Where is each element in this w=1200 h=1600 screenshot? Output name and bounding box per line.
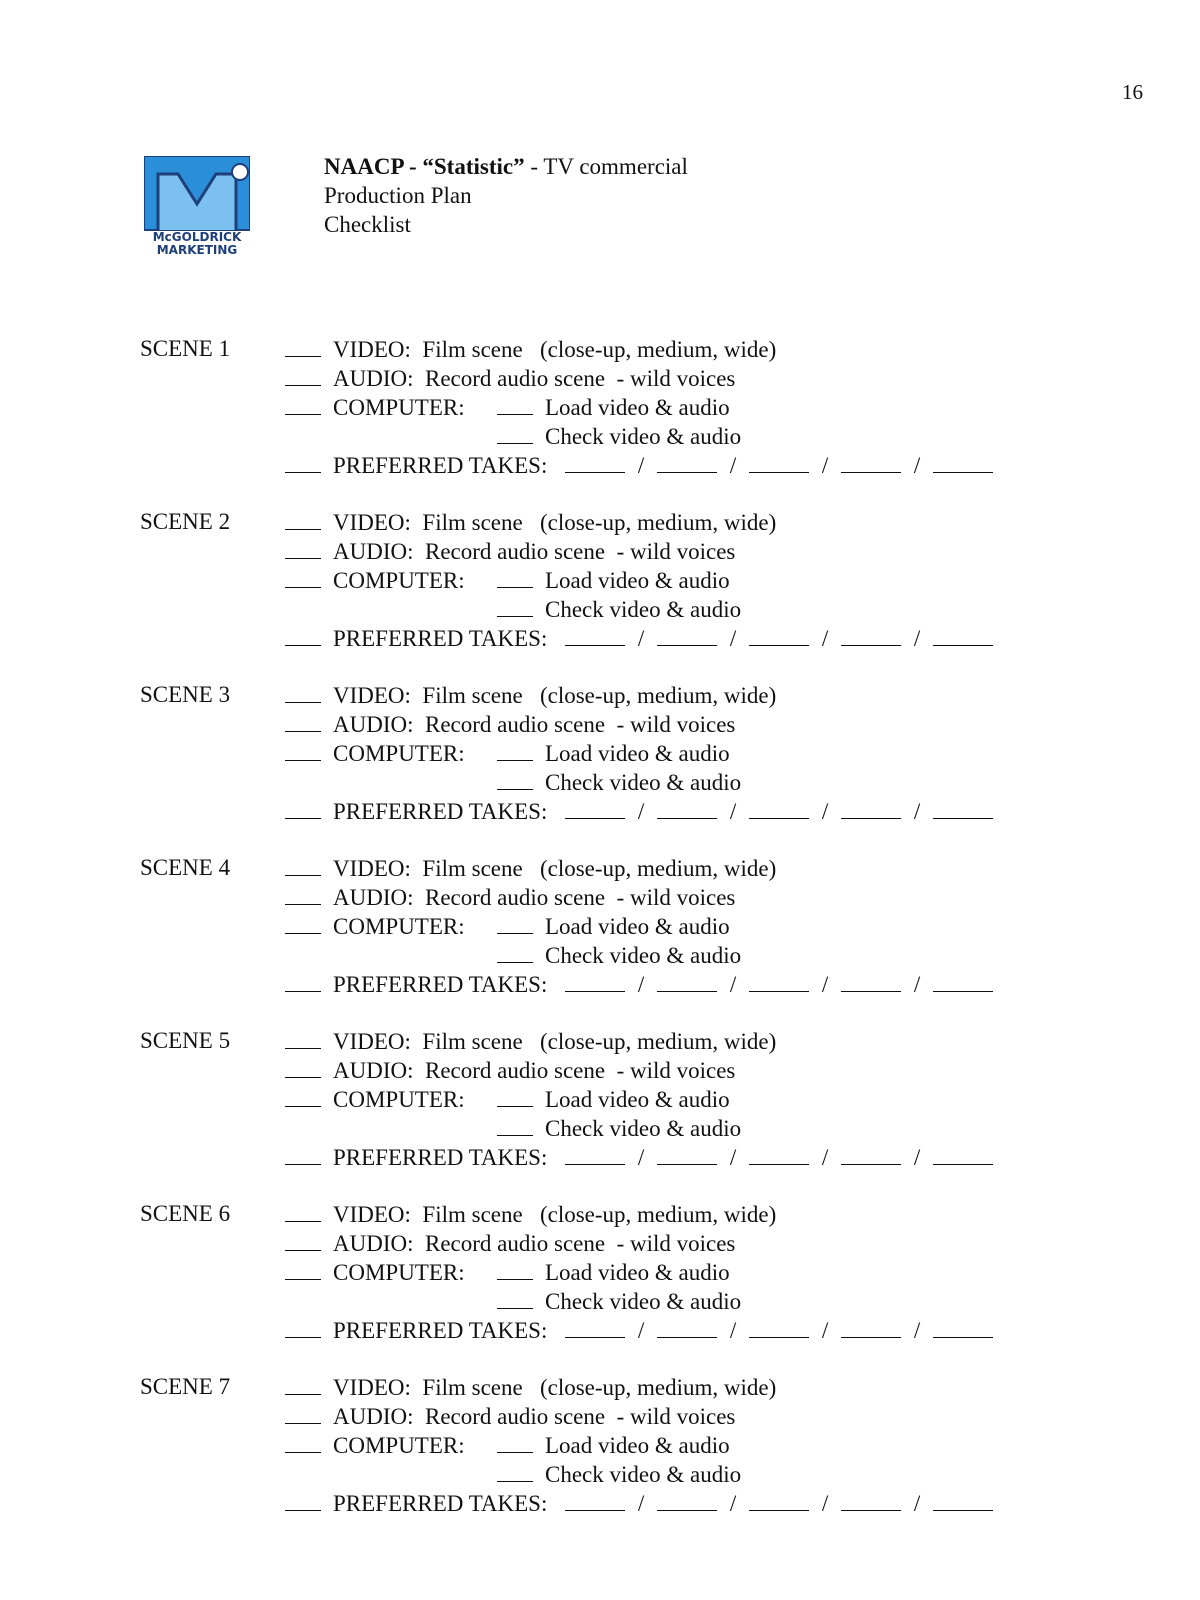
take-separator: / (821, 626, 829, 651)
preferred-takes-label: PREFERRED TAKES: (333, 453, 554, 478)
take-blank[interactable] (657, 798, 717, 819)
video-label: VIDEO: Film scene (close-up, medium, wide) (333, 1029, 777, 1054)
check-item (497, 1461, 741, 1490)
computer-label: COMPUTER: (333, 914, 465, 939)
computer-item (285, 740, 730, 769)
take-blank[interactable] (749, 1317, 809, 1338)
take-blank[interactable] (841, 1317, 901, 1338)
scene-label: SCENE 6 (140, 1201, 231, 1226)
audio-item (285, 711, 735, 740)
preferred-takes-item (285, 452, 993, 481)
take-blank[interactable] (933, 1144, 993, 1165)
load-item (497, 1432, 730, 1459)
computer-item (285, 1086, 730, 1115)
computer-checkbox-blank[interactable] (285, 740, 321, 761)
video-item (285, 682, 776, 711)
preferred-takes-label: PREFERRED TAKES: (333, 799, 554, 824)
video-item (285, 336, 776, 365)
computer-item (285, 1259, 730, 1288)
computer-checkbox-blank[interactable] (285, 1086, 321, 1107)
take-blank[interactable] (933, 798, 993, 819)
header-title: NAACP - “Statistic” - TV commercial (324, 154, 688, 179)
load-label: Load video & audio (545, 1433, 730, 1458)
scene-block (140, 1201, 1040, 1351)
take-separator: / (913, 799, 921, 824)
check-checkbox-blank[interactable] (497, 1461, 533, 1482)
preferred-takes-item (285, 971, 993, 1000)
take-separator: / (821, 1491, 829, 1516)
audio-label: AUDIO: Record audio scene - wild voices (333, 366, 736, 391)
preferred-takes-label: PREFERRED TAKES: (333, 972, 554, 997)
video-item (285, 855, 776, 884)
logo-text-line1: McGOLDRICK (152, 230, 242, 244)
computer-item (285, 913, 730, 942)
load-item (497, 567, 730, 594)
load-item (497, 1259, 730, 1286)
check-label: Check video & audio (545, 1116, 742, 1141)
take-separator: / (821, 453, 829, 478)
take-separator: / (913, 1318, 921, 1343)
take-separator: / (637, 1318, 645, 1343)
take-blank[interactable] (565, 452, 625, 473)
take-separator: / (913, 972, 921, 997)
scene-block (140, 1374, 1040, 1524)
audio-label: AUDIO: Record audio scene - wild voices (333, 1058, 736, 1083)
take-separator: / (913, 1491, 921, 1516)
take-separator: / (637, 1491, 645, 1516)
take-blank[interactable] (749, 452, 809, 473)
take-separator: / (637, 972, 645, 997)
computer-checkbox-blank[interactable] (285, 567, 321, 588)
take-blank[interactable] (749, 971, 809, 992)
video-checkbox-blank[interactable] (285, 1201, 321, 1222)
preferred-takes-item (285, 1144, 993, 1173)
take-separator: / (637, 799, 645, 824)
take-blank[interactable] (749, 625, 809, 646)
take-blank[interactable] (933, 1490, 993, 1511)
take-blank[interactable] (841, 971, 901, 992)
take-blank[interactable] (841, 1490, 901, 1511)
take-blank[interactable] (657, 1144, 717, 1165)
video-label: VIDEO: Film scene (close-up, medium, wide) (333, 1202, 777, 1227)
take-blank[interactable] (841, 452, 901, 473)
load-label: Load video & audio (545, 741, 730, 766)
take-blank[interactable] (565, 1317, 625, 1338)
scene-block (140, 336, 1040, 486)
scene-label: SCENE 2 (140, 509, 231, 534)
audio-checkbox-blank[interactable] (285, 1057, 321, 1078)
take-blank[interactable] (841, 1144, 901, 1165)
header-subtitle: Production Plan (324, 183, 472, 208)
take-blank[interactable] (565, 625, 625, 646)
check-label: Check video & audio (545, 597, 742, 622)
take-separator: / (913, 626, 921, 651)
computer-checkbox-blank[interactable] (285, 394, 321, 415)
preferred-checkbox-blank[interactable] (285, 1144, 321, 1165)
check-label: Check video & audio (545, 770, 742, 795)
take-separator: / (729, 626, 737, 651)
computer-item (285, 567, 730, 596)
take-blank[interactable] (749, 798, 809, 819)
take-separator: / (913, 1145, 921, 1170)
scene-label: SCENE 4 (140, 855, 231, 880)
load-checkbox-blank[interactable] (497, 1259, 533, 1280)
check-item (497, 1115, 741, 1144)
preferred-checkbox-blank[interactable] (285, 1490, 321, 1511)
take-separator: / (913, 453, 921, 478)
check-checkbox-blank[interactable] (497, 1288, 533, 1309)
check-item (497, 423, 741, 452)
take-separator: / (729, 799, 737, 824)
video-checkbox-blank[interactable] (285, 855, 321, 876)
scene-block (140, 509, 1040, 659)
computer-label: COMPUTER: (333, 395, 465, 420)
audio-label: AUDIO: Record audio scene - wild voices (333, 1404, 736, 1429)
scene-label: SCENE 3 (140, 682, 231, 707)
check-checkbox-blank[interactable] (497, 942, 533, 963)
take-separator: / (729, 1491, 737, 1516)
take-blank[interactable] (565, 1490, 625, 1511)
take-separator: / (821, 799, 829, 824)
computer-label: COMPUTER: (333, 1260, 465, 1285)
take-blank[interactable] (933, 452, 993, 473)
check-item (497, 596, 741, 625)
take-separator: / (729, 1318, 737, 1343)
load-item (497, 740, 730, 767)
check-checkbox-blank[interactable] (497, 423, 533, 444)
take-separator: / (729, 972, 737, 997)
take-separator: / (821, 972, 829, 997)
scene-label: SCENE 5 (140, 1028, 231, 1053)
check-checkbox-blank[interactable] (497, 769, 533, 790)
check-label: Check video & audio (545, 1462, 742, 1487)
preferred-takes-label: PREFERRED TAKES: (333, 626, 554, 651)
take-separator: / (729, 453, 737, 478)
video-item (285, 1028, 776, 1057)
load-item (497, 1086, 730, 1113)
take-separator: / (637, 453, 645, 478)
audio-checkbox-blank[interactable] (285, 1230, 321, 1251)
page-number: 16 (1122, 80, 1143, 104)
take-blank[interactable] (841, 625, 901, 646)
load-checkbox-blank[interactable] (497, 913, 533, 934)
load-label: Load video & audio (545, 568, 730, 593)
computer-label: COMPUTER: (333, 1087, 465, 1112)
video-checkbox-blank[interactable] (285, 1028, 321, 1049)
audio-item (285, 1057, 735, 1086)
take-separator: / (637, 626, 645, 651)
load-item (497, 913, 730, 940)
audio-item (285, 365, 735, 394)
take-separator: / (729, 1145, 737, 1170)
take-blank[interactable] (841, 798, 901, 819)
computer-checkbox-blank[interactable] (285, 913, 321, 934)
take-blank[interactable] (657, 971, 717, 992)
audio-checkbox-blank[interactable] (285, 711, 321, 732)
take-blank[interactable] (657, 1490, 717, 1511)
load-checkbox-blank[interactable] (497, 1432, 533, 1453)
header-checklist: Checklist (324, 212, 411, 237)
check-item (497, 942, 741, 971)
load-label: Load video & audio (545, 1260, 730, 1285)
audio-label: AUDIO: Record audio scene - wild voices (333, 539, 736, 564)
preferred-checkbox-blank[interactable] (285, 625, 321, 646)
take-blank[interactable] (749, 1490, 809, 1511)
audio-item (285, 1230, 735, 1259)
scene-block (140, 682, 1040, 832)
load-checkbox-blank[interactable] (497, 1086, 533, 1107)
preferred-checkbox-blank[interactable] (285, 798, 321, 819)
preferred-takes-item (285, 1317, 993, 1346)
computer-checkbox-blank[interactable] (285, 1259, 321, 1280)
video-item (285, 509, 776, 538)
take-blank[interactable] (565, 1144, 625, 1165)
take-blank[interactable] (565, 798, 625, 819)
scene-label: SCENE 7 (140, 1374, 231, 1399)
load-label: Load video & audio (545, 395, 730, 420)
preferred-takes-label: PREFERRED TAKES: (333, 1145, 554, 1170)
preferred-takes-label: PREFERRED TAKES: (333, 1491, 554, 1516)
check-label: Check video & audio (545, 943, 742, 968)
video-label: VIDEO: Film scene (close-up, medium, wide) (333, 337, 777, 362)
scene-block (140, 855, 1040, 1005)
video-label: VIDEO: Film scene (close-up, medium, wide) (333, 510, 777, 535)
logo-text-line2: MARKETING (156, 243, 238, 256)
audio-item (285, 1403, 735, 1432)
preferred-takes-item (285, 798, 993, 827)
video-checkbox-blank[interactable] (285, 682, 321, 703)
audio-checkbox-blank[interactable] (285, 1403, 321, 1424)
video-label: VIDEO: Film scene (close-up, medium, wide) (333, 1375, 777, 1400)
check-checkbox-blank[interactable] (497, 1115, 533, 1136)
take-blank[interactable] (657, 625, 717, 646)
computer-label: COMPUTER: (333, 568, 465, 593)
audio-label: AUDIO: Record audio scene - wild voices (333, 885, 736, 910)
preferred-checkbox-blank[interactable] (285, 971, 321, 992)
take-blank[interactable] (565, 971, 625, 992)
audio-item (285, 538, 735, 567)
take-blank[interactable] (933, 971, 993, 992)
audio-item (285, 884, 735, 913)
computer-item (285, 394, 730, 423)
computer-checkbox-blank[interactable] (285, 1432, 321, 1453)
load-label: Load video & audio (545, 914, 730, 939)
audio-label: AUDIO: Record audio scene - wild voices (333, 1231, 736, 1256)
video-label: VIDEO: Film scene (close-up, medium, wide) (333, 856, 777, 881)
audio-checkbox-blank[interactable] (285, 884, 321, 905)
video-label: VIDEO: Film scene (close-up, medium, wide) (333, 683, 777, 708)
check-label: Check video & audio (545, 424, 742, 449)
preferred-takes-item (285, 625, 993, 654)
take-blank[interactable] (933, 1317, 993, 1338)
check-checkbox-blank[interactable] (497, 596, 533, 617)
take-separator: / (821, 1318, 829, 1343)
audio-checkbox-blank[interactable] (285, 538, 321, 559)
check-item (497, 1288, 741, 1317)
computer-label: COMPUTER: (333, 741, 465, 766)
load-item (497, 394, 730, 421)
check-label: Check video & audio (545, 1289, 742, 1314)
take-separator: / (821, 1145, 829, 1170)
computer-label: COMPUTER: (333, 1433, 465, 1458)
take-separator: / (637, 1145, 645, 1170)
preferred-takes-item (285, 1490, 993, 1519)
audio-label: AUDIO: Record audio scene - wild voices (333, 712, 736, 737)
video-checkbox-blank[interactable] (285, 1374, 321, 1395)
computer-item (285, 1432, 730, 1461)
take-blank[interactable] (933, 625, 993, 646)
preferred-takes-label: PREFERRED TAKES: (333, 1318, 554, 1343)
preferred-checkbox-blank[interactable] (285, 452, 321, 473)
audio-checkbox-blank[interactable] (285, 365, 321, 386)
load-checkbox-blank[interactable] (497, 394, 533, 415)
video-checkbox-blank[interactable] (285, 336, 321, 357)
load-label: Load video & audio (545, 1087, 730, 1112)
take-blank[interactable] (657, 452, 717, 473)
document-header (324, 152, 688, 239)
video-item (285, 1201, 776, 1230)
preferred-checkbox-blank[interactable] (285, 1317, 321, 1338)
load-checkbox-blank[interactable] (497, 567, 533, 588)
check-item (497, 769, 741, 798)
video-checkbox-blank[interactable] (285, 509, 321, 530)
video-item (285, 1374, 776, 1403)
load-checkbox-blank[interactable] (497, 740, 533, 761)
take-blank[interactable] (657, 1317, 717, 1338)
scene-block (140, 1028, 1040, 1178)
scene-label: SCENE 1 (140, 336, 231, 361)
take-blank[interactable] (749, 1144, 809, 1165)
mcgoldrick-marketing-logo (144, 156, 250, 256)
